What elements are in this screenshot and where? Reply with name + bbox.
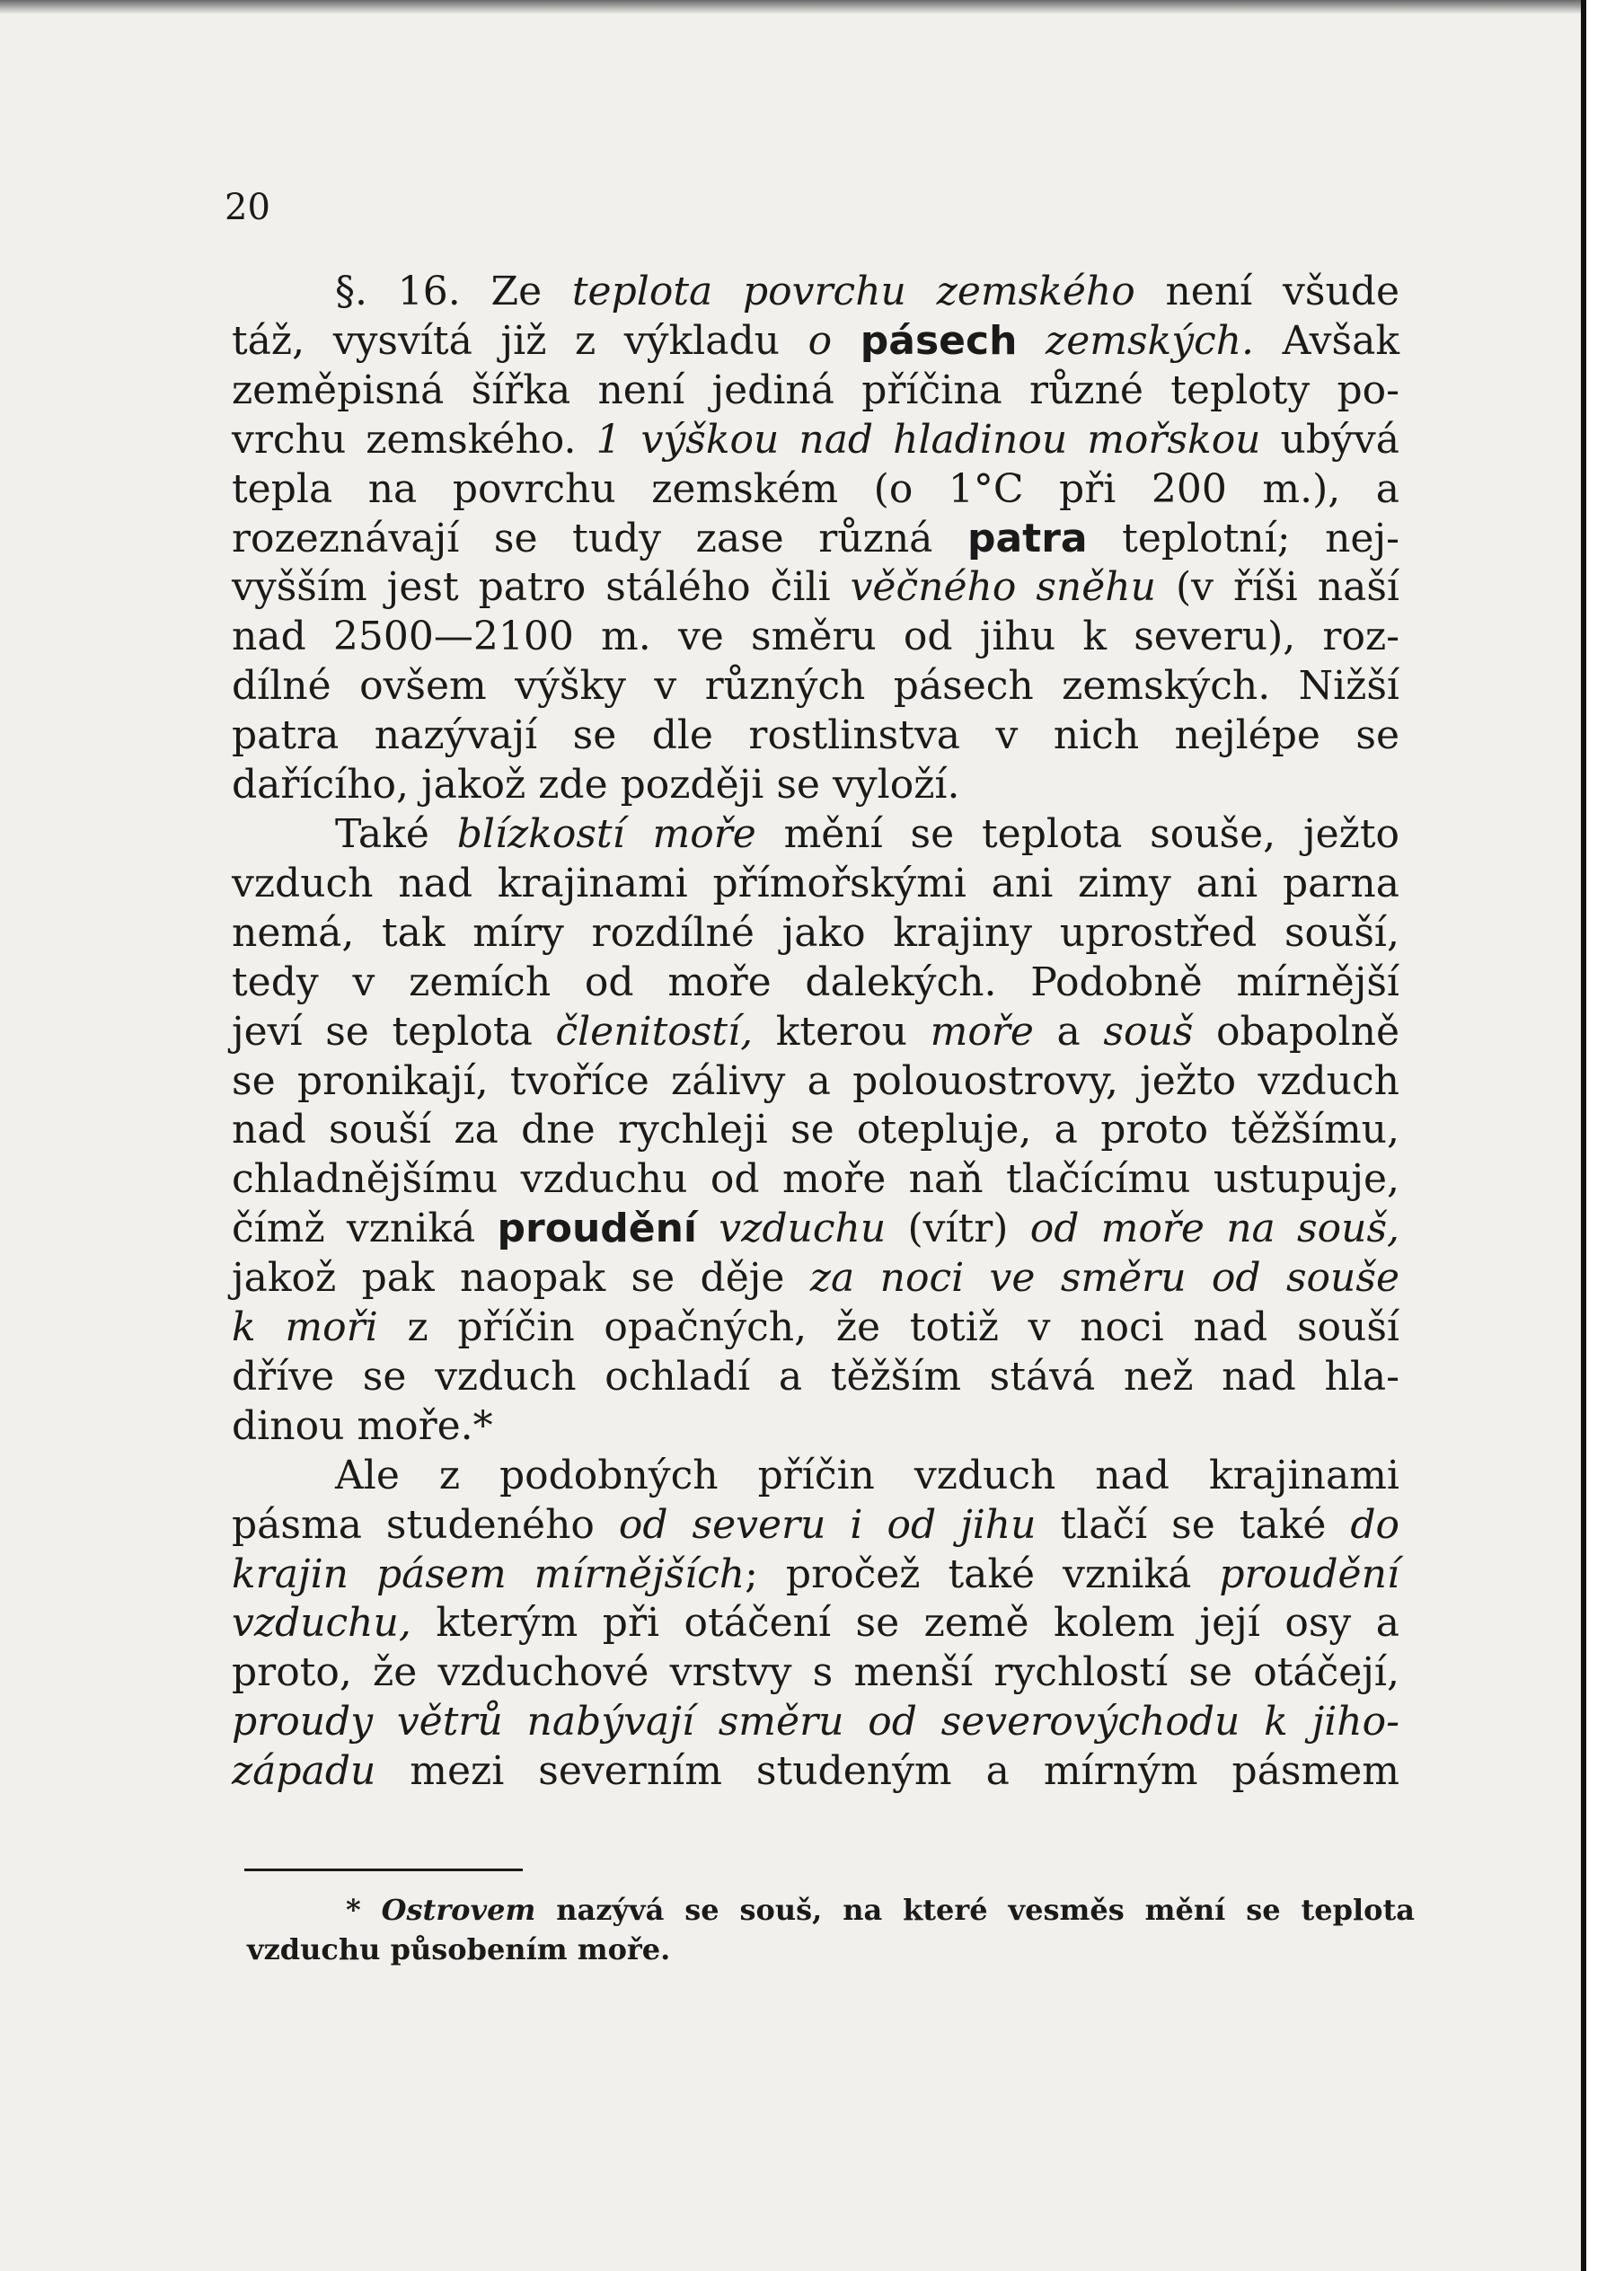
- text-line: [232, 909, 1399, 959]
- text-run: proudění: [497, 1206, 698, 1252]
- text-run: za noci ve směru od souše: [809, 1255, 1400, 1302]
- text-line: [232, 1303, 1399, 1353]
- text-run: a: [1033, 1008, 1104, 1055]
- text-line: [232, 711, 1399, 761]
- text-line: [232, 1057, 1399, 1107]
- scan-shadow-top: [0, 0, 1586, 14]
- text-line: [232, 367, 1399, 416]
- text-run: dílné ovšem výšky v různých pásech zemských. Nižší: [232, 663, 1399, 710]
- text-run: kterým při otáčení se země kolem její osy a: [410, 1600, 1399, 1647]
- text-run: krajin pásem mírnějších: [232, 1551, 746, 1597]
- text-run: rozeznávají se tudy zase různá: [232, 515, 967, 561]
- text-line: [232, 1501, 1399, 1551]
- text-run: dříve se vzduch ochladí a těžším stává než nad hla-: [232, 1353, 1399, 1400]
- text-run: kterou: [753, 1008, 931, 1055]
- text-run: (v říši naší: [1155, 564, 1399, 611]
- text-run: tedy v zemích od moře dalekých. Podobně mírnější: [232, 959, 1399, 1005]
- text-run: patra nazývají se dle rostlinstva v nich nejlépe se: [232, 712, 1399, 759]
- footnote-line: [247, 1890, 1415, 1930]
- text-line: [232, 613, 1399, 662]
- text-run: nad 2500—2100 m. ve směru od jihu k severu), roz-: [232, 614, 1399, 660]
- text-run: [1017, 318, 1046, 364]
- text-run: moře: [930, 1008, 1034, 1055]
- text-run: nazývá se souš, na které vesměs mění se teplota: [535, 1893, 1416, 1927]
- text-line: [232, 1698, 1399, 1747]
- text-line: [232, 1155, 1399, 1205]
- text-run: členitostí,: [555, 1008, 754, 1055]
- text-line: [232, 1452, 1399, 1501]
- text-run: zemských.: [1046, 317, 1255, 364]
- text-run: proudy větrů nabývají směru od severovýchodu k jiho-: [232, 1699, 1399, 1745]
- text-run: zeměpisná šířka není jediná příčina různé teploty po-: [232, 367, 1399, 413]
- text-line: [232, 1747, 1399, 1797]
- text-line: [232, 959, 1399, 1008]
- text-line: [232, 563, 1399, 613]
- text-run: od severu i od jihu: [618, 1501, 1037, 1548]
- text-line: [232, 515, 1399, 564]
- text-line: [232, 1106, 1399, 1155]
- text-run: do: [1350, 1501, 1399, 1548]
- text-line: [232, 860, 1399, 909]
- text-run: 1 výškou nad hladinou mořskou: [596, 416, 1261, 463]
- text-run: jeví se teplota: [232, 1008, 556, 1055]
- text-run: proudění: [1219, 1551, 1399, 1597]
- paragraph-3: [232, 1452, 1399, 1797]
- text-run: věčného sněhu: [850, 564, 1156, 611]
- text-run: o: [808, 317, 833, 364]
- text-run: teplota povrchu zemského: [571, 269, 1135, 314]
- text-run: vzduch nad krajinami přímořskými ani zimy ani parna: [232, 860, 1399, 906]
- text-run: dinou moře.*: [232, 1402, 493, 1449]
- text-run: se pronikají, tvoříce zálivy a polouostrovy, ježto vzduch: [232, 1057, 1399, 1104]
- text-run: z příčin opačných, že totiž v noci nad souší: [377, 1304, 1399, 1351]
- text-run: není všude: [1134, 269, 1399, 314]
- text-run: Také: [335, 810, 457, 857]
- text-run: teplotní; nej-: [1087, 515, 1399, 561]
- text-run: nemá, tak míry rozdílné jako krajiny uprostřed souší,: [232, 909, 1399, 956]
- text-run: Avšak: [1254, 317, 1399, 364]
- text-run: obapolně: [1193, 1008, 1399, 1055]
- text-line: [232, 465, 1399, 515]
- text-run: *: [346, 1893, 382, 1927]
- page-number: 20: [225, 187, 270, 228]
- text-run: mezi severním studeným a mírným pásmem: [375, 1748, 1399, 1795]
- text-run: dařícího, jakož zde později se vyloží.: [232, 762, 960, 809]
- text-run: souš: [1103, 1008, 1194, 1055]
- text-run: pásech: [860, 317, 1018, 364]
- footnote-separator: [244, 1869, 523, 1871]
- text-run: vrchu zemského.: [232, 416, 596, 463]
- text-run: pásma studeného: [232, 1501, 619, 1548]
- text-line: [232, 810, 1399, 860]
- text-line: [232, 1353, 1399, 1402]
- text-run: čímž vzniká: [232, 1206, 498, 1252]
- text-line: [232, 1205, 1399, 1254]
- text-run: vzduchu,: [232, 1600, 411, 1647]
- body-text: [232, 268, 1399, 1797]
- text-run: ; pročež také vzniká: [745, 1551, 1220, 1597]
- text-run: vzduchu působením moře.: [247, 1932, 671, 1966]
- text-run: vzduchu: [719, 1206, 887, 1252]
- paragraph-1: [232, 268, 1399, 810]
- text-run: blízkostí moře: [456, 810, 756, 857]
- text-run: vyšším jest patro stálého čili: [232, 564, 851, 611]
- text-run: ubývá: [1260, 416, 1400, 463]
- text-line: [232, 268, 1399, 317]
- text-run: Ostrovem: [381, 1893, 536, 1927]
- footnote: [247, 1890, 1415, 1969]
- scan-page-edge: [1581, 0, 1624, 2271]
- footnote-line: [247, 1930, 1415, 1969]
- text-line: [232, 1599, 1399, 1648]
- text-run: tlačí se také: [1036, 1501, 1351, 1548]
- text-run: tepla na povrchu zemském (o 1°C při 200 m.), a: [232, 465, 1399, 512]
- text-run: západu: [232, 1748, 376, 1795]
- text-line: [232, 761, 1399, 810]
- text-line: [232, 1551, 1399, 1600]
- text-run: mění se teplota souše, ježto: [755, 810, 1400, 857]
- text-run: proto, že vzduchové vrstvy s menší rychlostí se otáčejí,: [232, 1649, 1399, 1696]
- text-run: od moře na souš,: [1029, 1206, 1400, 1252]
- text-run: [832, 318, 861, 364]
- text-run: Ale z podobných příčin vzduch nad krajinami: [335, 1452, 1399, 1498]
- text-run: §. 16. Ze: [335, 269, 572, 314]
- text-run: (vítr): [886, 1206, 1030, 1252]
- text-line: [232, 1648, 1399, 1698]
- text-line: [232, 317, 1399, 367]
- text-run: chladnějšímu vzduchu od moře naň tlačícímu ustupuje,: [232, 1156, 1399, 1203]
- text-line: [232, 1008, 1399, 1057]
- text-run: táž, vysvítá již z výkladu: [232, 317, 808, 364]
- text-line: [232, 416, 1399, 465]
- text-run: [697, 1206, 719, 1251]
- text-line: [232, 1254, 1399, 1303]
- text-run: k moři: [232, 1304, 378, 1351]
- text-line: [232, 662, 1399, 711]
- text-run: patra: [966, 515, 1088, 561]
- text-run: jakož pak naopak se děje: [232, 1255, 810, 1302]
- text-line: [232, 1402, 1399, 1452]
- paragraph-2: [232, 810, 1399, 1452]
- text-run: nad souší za dne rychleji se otepluje, a proto těžšímu,: [232, 1107, 1399, 1153]
